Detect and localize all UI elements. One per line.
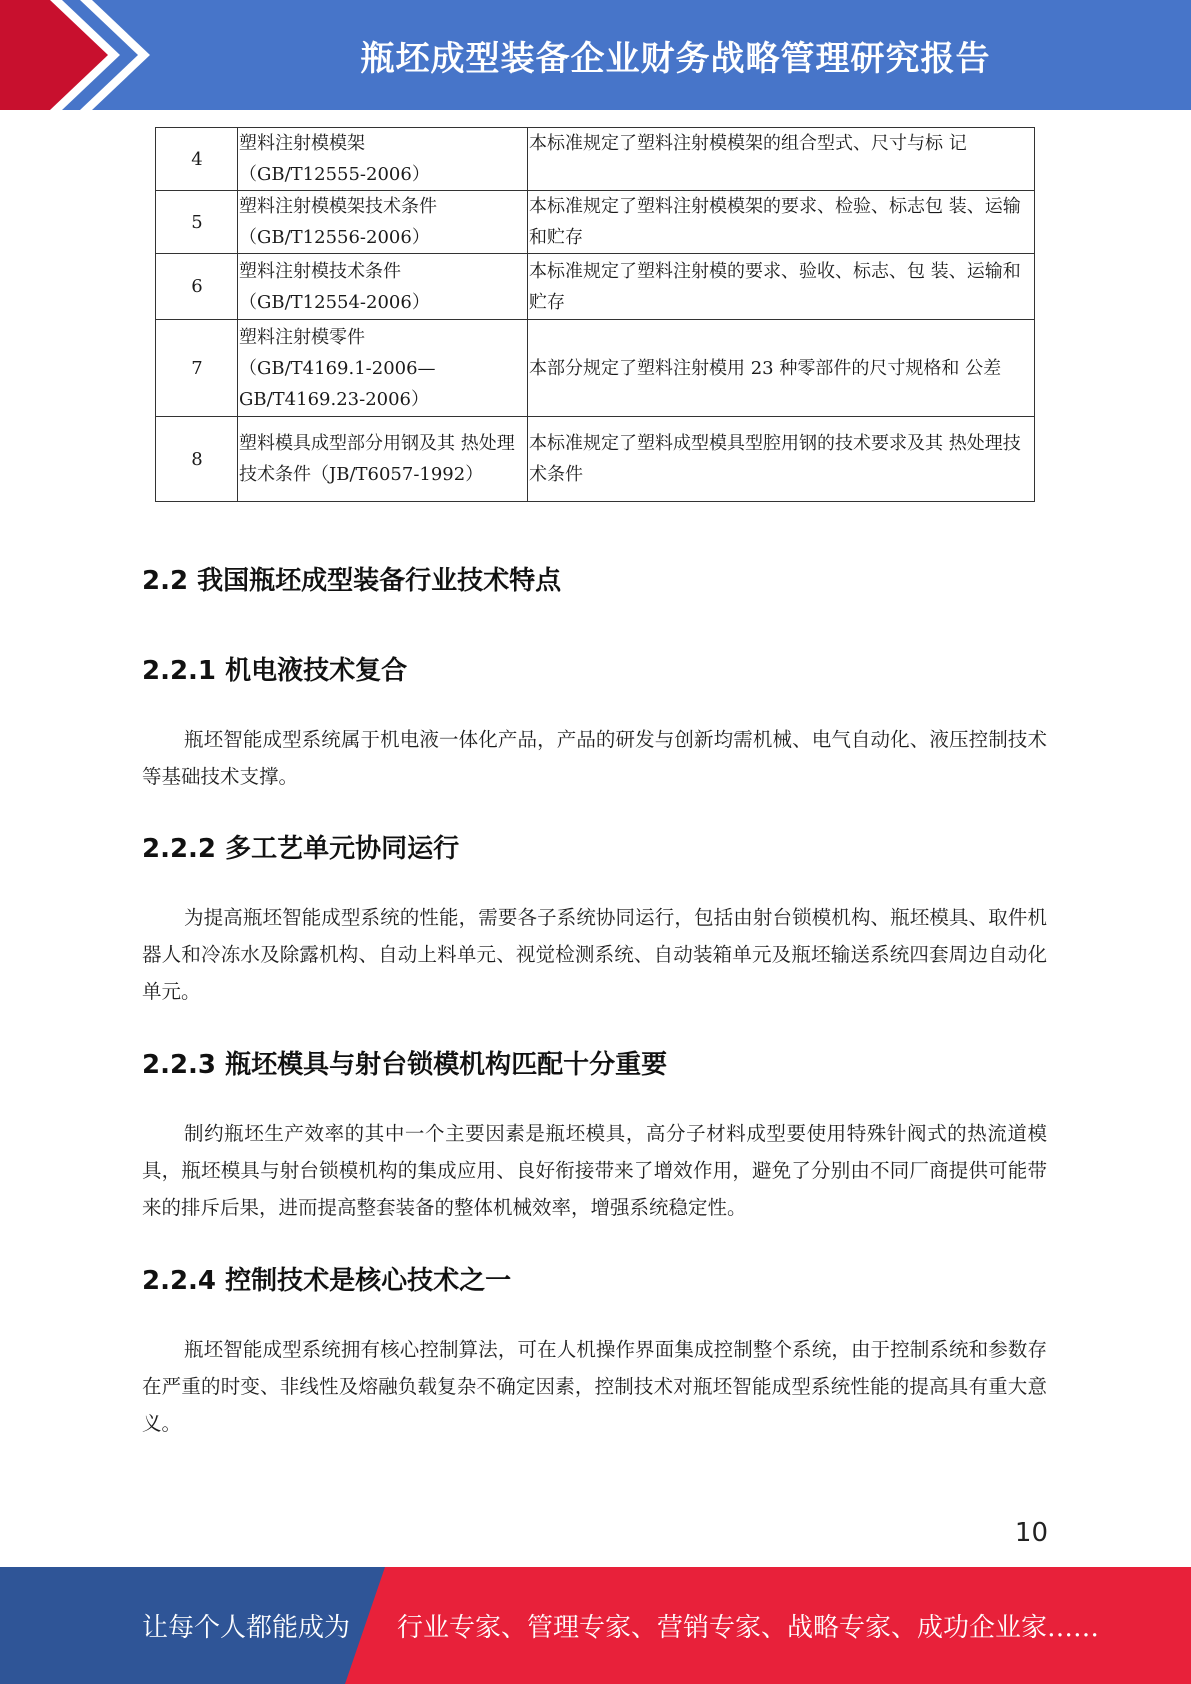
standard-code: （GB/T4169.1-2006— <box>239 357 436 379</box>
standard-title: 塑料注射模模架 <box>239 133 365 154</box>
standard-name <box>238 417 528 502</box>
standard-code: （GB/T12554-2006） <box>239 291 430 313</box>
standard-title: 塑料注射模零件 <box>239 326 365 348</box>
section-body-2-2-4: 瓶坯智能成型系统拥有核心控制算法，可在人机操作界面集成控制整个系统，由于控制系统和参数存在严重的时变、非线性及熔融负载复杂不确定因素，控制技术对瓶坯智能成型系统性能的提高具有重大意义。 <box>142 1338 1047 1435</box>
standard-description: 本标准规定了塑料成型模具型腔用钢的技术要求及其 热处理技术条件 <box>528 417 1035 502</box>
standard-name <box>238 320 528 417</box>
section-heading-2-2-4: 2.2.4 控制技术是核心技术之一 <box>142 1266 512 1296</box>
table-row <box>156 254 1035 320</box>
standard-title: 塑料注射模模架技术条件 <box>239 196 437 217</box>
standards-table <box>155 127 1035 502</box>
section-body-2-2-3: 制约瓶坯生产效率的其中一个主要因素是瓶坯模具，高分子材料成型要使用特殊针阀式的热流道模具，瓶坯模具与射台锁模机构的集成应用、良好衔接带来了增效作用，避免了分别由不同厂商提供可能带来的排斥后果，进而提高整套装备的整体机械效率，增强系统稳定性。 <box>142 1122 1047 1219</box>
standard-description: 本标准规定了塑料注射模模架的要求、检验、标志包 装、运输和贮存 <box>528 191 1035 254</box>
standard-description: 本标准规定了塑料注射模的要求、验收、标志、包 装、运输和贮存 <box>528 254 1035 320</box>
table-row <box>156 417 1035 502</box>
standard-name <box>238 191 528 254</box>
page-header <box>0 0 1191 110</box>
table-row <box>156 320 1035 417</box>
standard-code: （GB/T12556-2006） <box>239 227 430 248</box>
section-body-2-2-2: 为提高瓶坯智能成型系统的性能，需要各子系统协同运行，包括由射台锁模机构、瓶坯模具、取件机器人和冷冻水及除露机构、自动上料单元、视觉检测系统、自动装箱单元及瓶坯输送系统四套周边自动化单元。 <box>142 906 1047 1003</box>
row-number: 8 <box>156 417 238 502</box>
row-number: 5 <box>156 191 238 254</box>
report-title: 瓶坯成型装备企业财务战略管理研究报告 <box>360 38 991 79</box>
standard-title: 塑料模具成型部分用钢及其 热处理技术条件（JB/T6057-1992） <box>239 433 515 485</box>
footer-slogan-left: 让每个人都能成为 <box>142 1613 351 1643</box>
section-heading-2-2: 2.2 我国瓶坯成型装备行业技术特点 <box>142 566 562 596</box>
table-row <box>156 128 1035 191</box>
standard-name <box>238 254 528 320</box>
standard-description: 本标准规定了塑料注射模模架的组合型式、尺寸与标 记 <box>528 128 1035 191</box>
footer-slogan-right: 行业专家、管理专家、营销专家、战略专家、成功企业家…… <box>397 1613 1100 1643</box>
standard-code: GB/T4169.23-2006） <box>239 388 430 410</box>
section-heading-2-2-1: 2.2.1 机电液技术复合 <box>142 656 408 686</box>
row-number: 7 <box>156 320 238 417</box>
row-number: 4 <box>156 128 238 191</box>
standard-name <box>238 128 528 191</box>
section-body-2-2-1: 瓶坯智能成型系统属于机电液一体化产品，产品的研发与创新均需机械、电气自动化、液压控制技术等基础技术支撑。 <box>142 728 1047 788</box>
row-number: 6 <box>156 254 238 320</box>
standard-description: 本部分规定了塑料注射模用 23 种零部件的尺寸规格和 公差 <box>528 320 1035 417</box>
standard-code: （GB/T12555-2006） <box>239 164 430 185</box>
page-footer <box>0 1567 1191 1684</box>
page-number: 10 <box>1014 1518 1048 1548</box>
standard-title: 塑料注射模技术条件 <box>239 260 401 282</box>
section-heading-2-2-3: 2.2.3 瓶坯模具与射台锁模机构匹配十分重要 <box>142 1050 668 1080</box>
table-row <box>156 191 1035 254</box>
section-heading-2-2-2: 2.2.2 多工艺单元协同运行 <box>142 834 460 864</box>
